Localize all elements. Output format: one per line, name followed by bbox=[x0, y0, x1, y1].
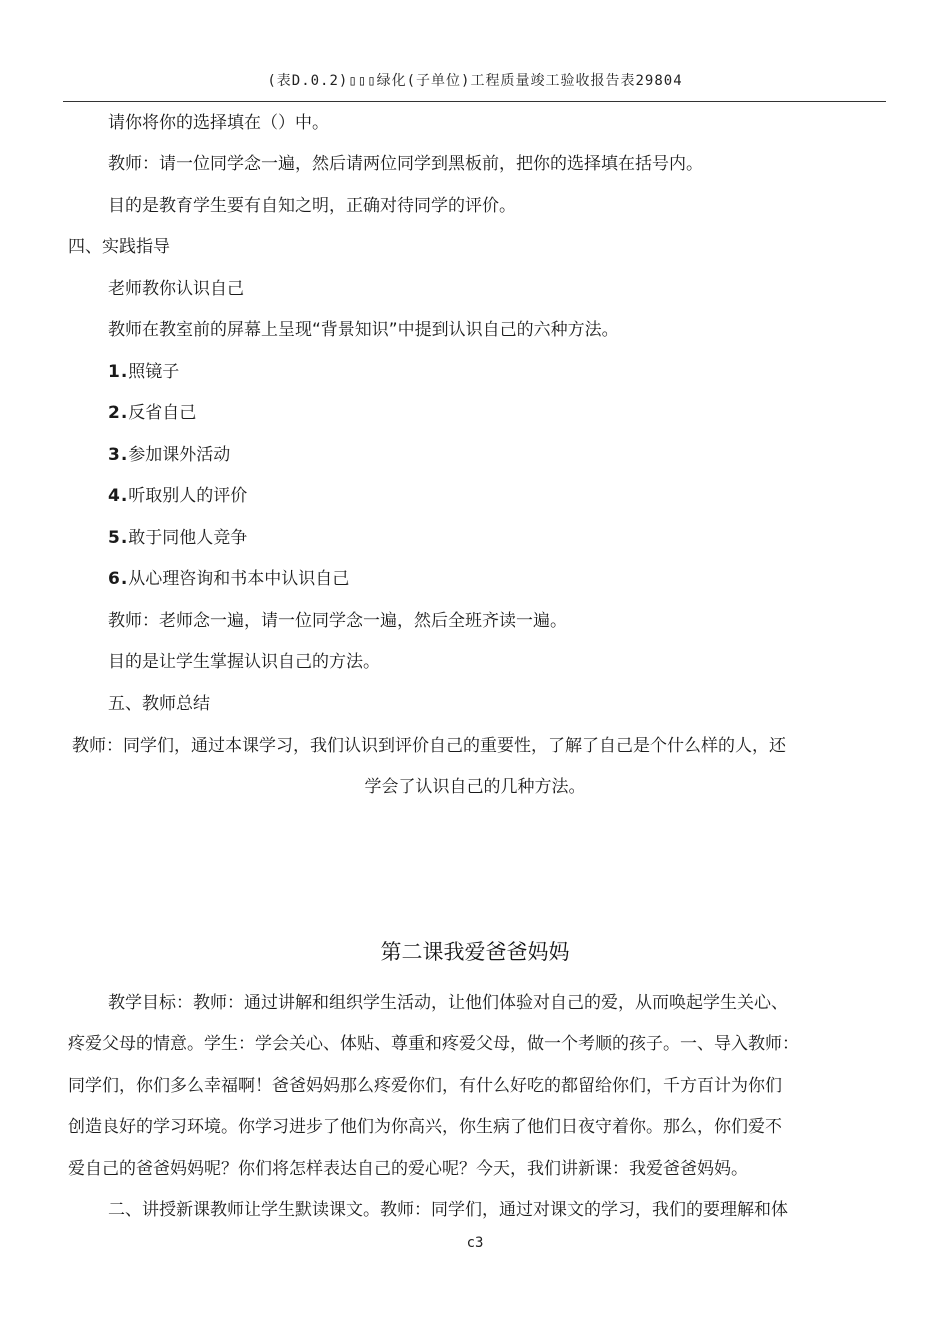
list-item bbox=[108, 486, 247, 506]
lesson-title: 第二课我爱爸爸妈妈 bbox=[380, 940, 570, 964]
list-text: 从心理咨询和书本中认识自己 bbox=[128, 569, 350, 589]
paragraph-line: 创造良好的学习环境。你学习进步了他们为你高兴，你生病了他们日夜守着你。那么，你们爱不 bbox=[68, 1117, 782, 1137]
list-item bbox=[108, 569, 349, 589]
paragraph-line: 教学目标：教师：通过讲解和组织学生活动，让他们体验对自己的爱，从而唤起学生关心、 bbox=[108, 993, 788, 1013]
list-number: 5. bbox=[108, 528, 129, 548]
list-item bbox=[108, 528, 247, 548]
list-item bbox=[108, 445, 230, 465]
paragraph-line: 目的是教育学生要有自知之明，正确对待同学的评价。 bbox=[108, 196, 516, 216]
list-text: 听取别人的评价 bbox=[128, 486, 248, 506]
list-text: 参加课外活动 bbox=[128, 445, 231, 465]
list-text: 照镜子 bbox=[128, 362, 180, 382]
header-divider bbox=[63, 101, 886, 102]
page-number: c3 bbox=[466, 1235, 484, 1251]
paragraph-line: 教师：请一位同学念一遍，然后请两位同学到黑板前，把你的选择填在括号内。 bbox=[108, 154, 703, 174]
summary-line: 教师：同学们，通过本课学习，我们认识到评价自己的重要性，了解了自己是个什么样的人，还 bbox=[72, 736, 786, 756]
list-item bbox=[108, 362, 179, 382]
paragraph-line: 爱自己的爸爸妈妈呢？你们将怎样表达自己的爱心呢？今天，我们讲新课：我爱爸爸妈妈。 bbox=[68, 1159, 748, 1179]
list-item bbox=[108, 403, 196, 423]
list-text: 反省自己 bbox=[128, 403, 197, 423]
summary-line: 学会了认识自己的几种方法。 bbox=[364, 777, 586, 797]
paragraph-line: 二、讲授新课教师让学生默读课文。教师：同学们，通过对课文的学习，我们的要理解和体 bbox=[108, 1200, 788, 1220]
list-number: 6. bbox=[108, 569, 129, 589]
paragraph-line: 请你将你的选择填在（）中。 bbox=[108, 113, 329, 133]
paragraph-line: 同学们，你们多么幸福啊！爸爸妈妈那么疼爱你们，有什么好吃的都留给你们，千方百计为你们 bbox=[68, 1076, 782, 1096]
paragraph-line: 教师在教室前的屏幕上呈现“背景知识”中提到认识自己的六种方法。 bbox=[108, 320, 619, 340]
section-heading: 四、实践指导 bbox=[68, 237, 170, 257]
section-heading: 五、教师总结 bbox=[108, 694, 210, 714]
list-number: 3. bbox=[108, 445, 129, 465]
page-header: (表D.0.2)▯▯▯绿化(子单位)工程质量竣工验收报告表29804 bbox=[267, 73, 683, 89]
list-text: 敢于同他人竞争 bbox=[128, 528, 248, 548]
paragraph-line: 教师：老师念一遍，请一位同学念一遍，然后全班齐读一遍。 bbox=[108, 611, 567, 631]
paragraph-line: 疼爱父母的情意。学生：学会关心、体贴、尊重和疼爱父母，做一个考顺的孩子。一、导入教师： bbox=[68, 1034, 799, 1054]
list-number: 2. bbox=[108, 403, 129, 423]
subheading: 老师教你认识自己 bbox=[108, 279, 244, 299]
paragraph-line: 目的是让学生掌握认识自己的方法。 bbox=[108, 652, 380, 672]
list-number: 4. bbox=[108, 486, 129, 506]
list-number: 1. bbox=[108, 362, 129, 382]
